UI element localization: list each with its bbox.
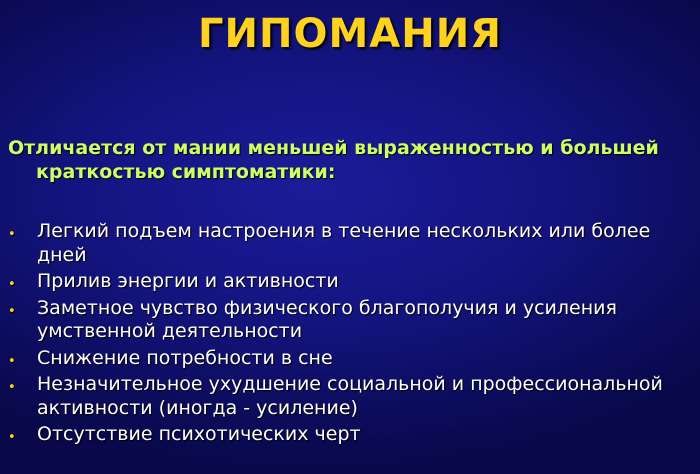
- bullet-icon: •: [8, 227, 16, 242]
- slide-title: ГИПОМАНИЯ: [198, 11, 502, 57]
- list-item: [0, 423, 700, 447]
- list-item: [0, 220, 700, 267]
- intro-text: [8, 136, 696, 184]
- bullet-icon: •: [8, 430, 16, 445]
- list-item-text: Незначительное ухудшение социальной и профессиональной активности (иногда - усиление): [37, 373, 663, 419]
- list-item-text: Заметное чувство физического благополучия и усиления умственной деятельности: [37, 296, 617, 342]
- list-item-text: Легкий подъем настроения в течение нескольких или более дней: [37, 220, 651, 266]
- bullet-icon: •: [8, 353, 16, 369]
- symptom-list: [0, 220, 700, 450]
- bullet-icon: •: [8, 380, 16, 395]
- bullet-icon: •: [8, 303, 16, 319]
- list-item: [0, 270, 700, 294]
- list-item: [0, 297, 700, 344]
- list-item-text: Отсутствие психотических черт: [37, 423, 361, 445]
- list-item: [0, 347, 700, 371]
- intro-line-1: Отличается от мании меньшей выраженностью и большей: [8, 137, 659, 159]
- intro-line-2: краткостью симптоматики:: [36, 161, 336, 183]
- list-item-text: Снижение потребности в сне: [37, 346, 333, 369]
- list-item-text: Прилив энергии и активности: [37, 270, 339, 292]
- bullet-icon: •: [8, 277, 16, 292]
- list-item: [0, 373, 700, 420]
